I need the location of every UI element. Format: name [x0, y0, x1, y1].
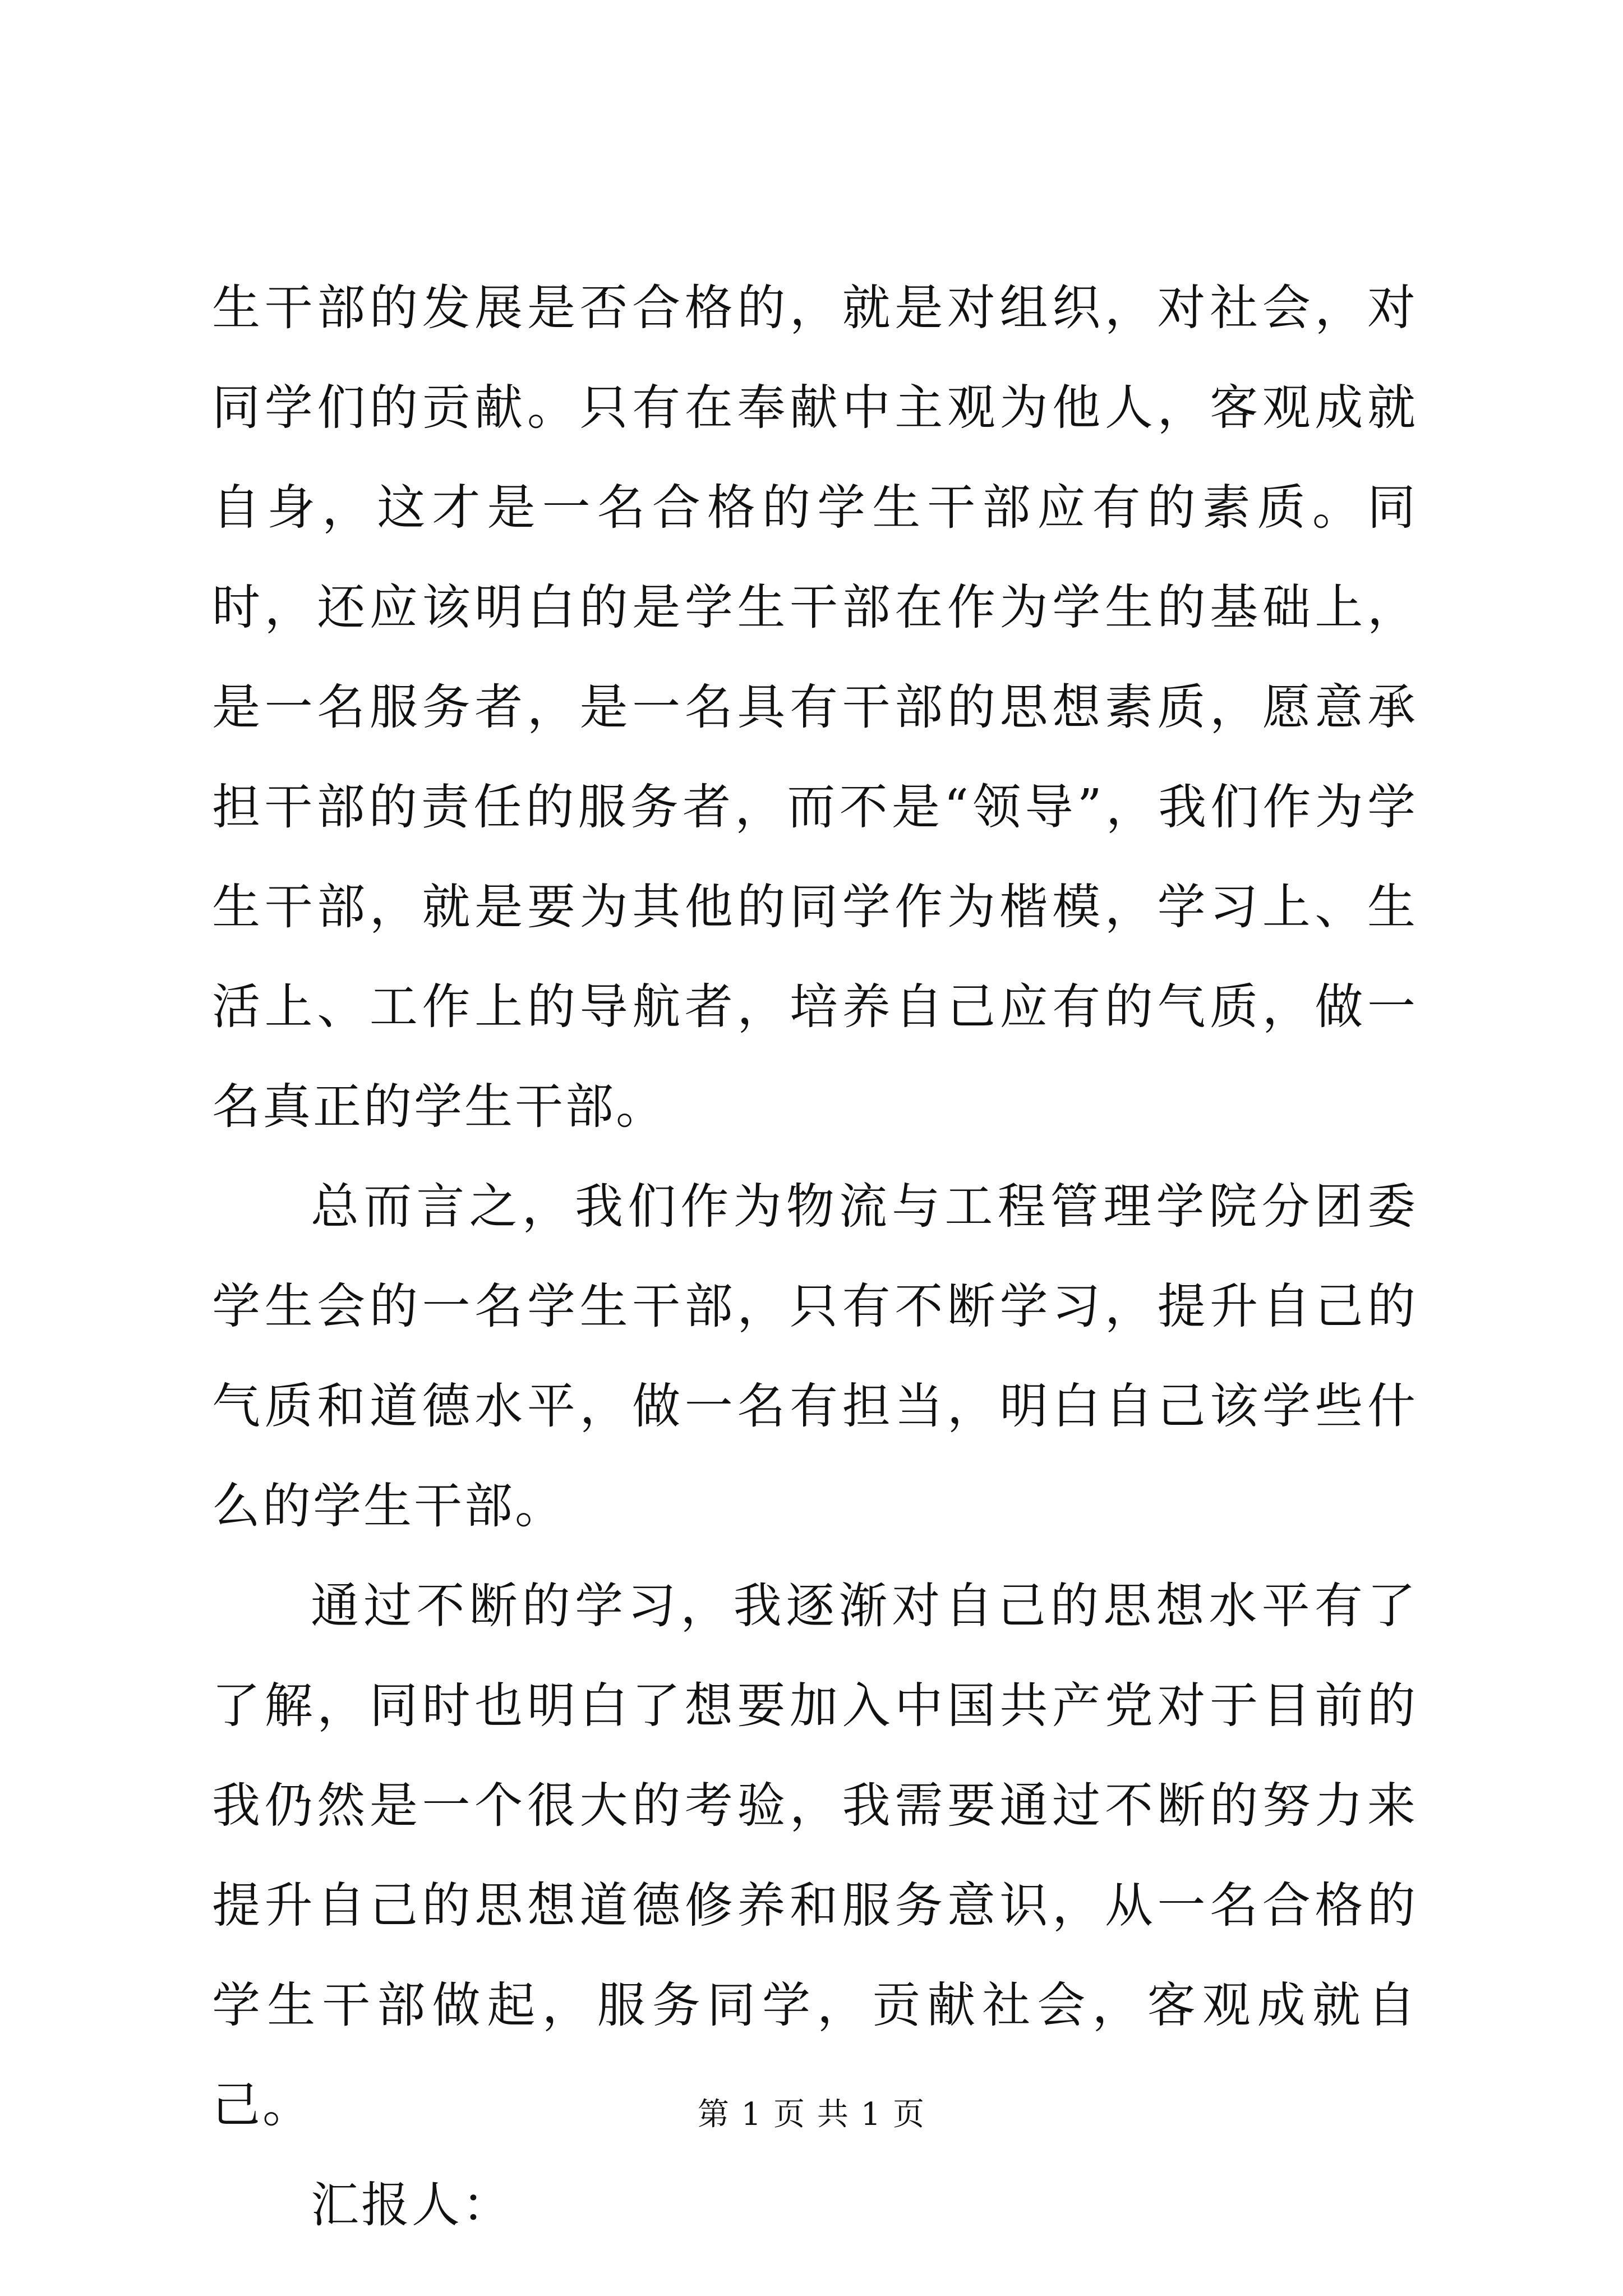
document-body — [212, 258, 1418, 2255]
paragraph-summary: 总而言之，我们作为物流与工程管理学院分团委学生会的一名学生干部，只有不断学习，提升自己的气质和道德水平，做一名有担当，明白自己该学些什么的学生干部。 — [212, 1179, 1418, 1534]
reporter-signature-line: 汇报人： — [311, 2177, 513, 2233]
page-footer: 第 1 页 共 1 页 — [697, 2096, 926, 2133]
paragraph-reflection: 通过不断的学习，我逐渐对自己的思想水平有了了解，同时也明白了想要加入中国共产党对于目前的我仍然是一个很大的考验，我需要通过不断的努力来提升自己的思想道德修养和服务意识，从一名合格的学生干部做起，服务同学，贡献社会，客观成就自己。 — [212, 1578, 1418, 2133]
paragraph-continuation: 生干部的发展是否合格的，就是对组织，对社会，对同学们的贡献。只有在奉献中主观为他人，客观成就自身，这才是一名合格的学生干部应有的素质。同时，还应该明白的是学生干部在作为学生的基础上，是一名服务者，是一名具有干部的思想素质，愿意承担干部的责任的服务者，而不是“领导”，我们作为学生干部，就是要为其他的同学作为楷模，学习上、生活上、工作上的导航者，培养自己应有的气质，做一名真正的学生干部。 — [212, 280, 1418, 1135]
